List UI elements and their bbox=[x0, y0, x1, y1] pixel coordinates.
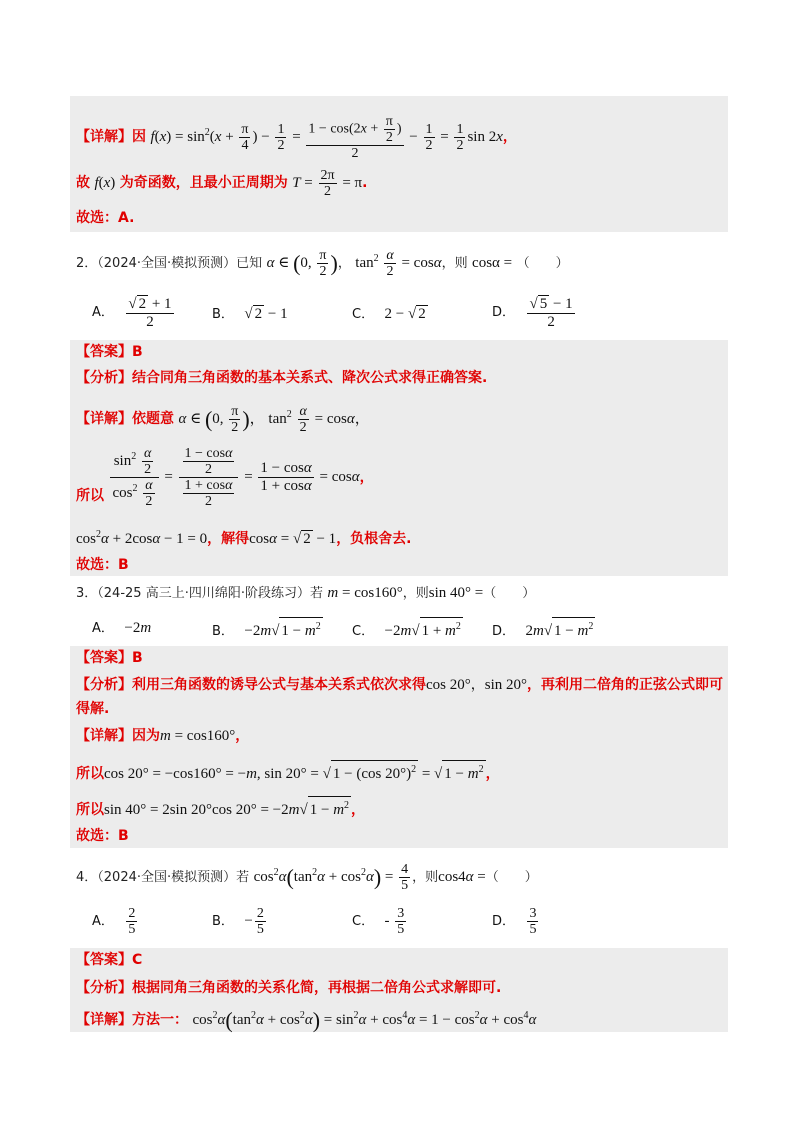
q3-answer: 【答案】B bbox=[76, 650, 143, 666]
q4-option-a[interactable]: A． $\frac{2}{5}$ bbox=[92, 906, 136, 937]
q4-option-c[interactable]: C． - $\frac{3}{5}$ bbox=[352, 906, 405, 937]
q2-stem: 2．（2024·全国·模拟预测）已知 α ∈ (0, $\frac{\pi}{2}$ )， $\tan^2$ $\frac{\alpha}{2}$ = cosα，则 cosα = （ ） bbox=[76, 248, 569, 279]
q4-option-b[interactable]: B． − $\frac{2}{5}$ bbox=[212, 906, 264, 937]
q3-detail-line: 【详解】因为m = cos160°， bbox=[76, 728, 250, 744]
q3-stem: 3．（24-25 高三上·四川绵阳·阶段练习）若 m = cos160°，则sin 40° =（ ） bbox=[76, 585, 536, 601]
q1-conclusion-line: 故 f(x) 为奇函数，且最小正周期为 T = $\frac{2\pi}{2}$ = π. bbox=[76, 168, 368, 199]
q1-detail-line: 【详解】因 $f(x) = \sin^2(x$ + $\frac{\pi}{4}$ ) − $\frac{1}{2}$ = 1 − cos(2x + $\frac{\pi}{2}$ ) 2 − $\frac{1}{2}$ = $\frac{1}{2}$ sin 2x， bbox=[76, 114, 517, 161]
q2-detail-fraction: 所以 $\sin^2$ $\frac{\alpha}{2}$ $\cos^2$ $\frac{\alpha}{2}$ = $\frac{\frac{1 - \cos\alpha}{2}}{\frac{1 + \cos\alpha}{2}}$ = $\frac{1 - \cos\alpha}{1 + \cos\alpha}$ = cosα， bbox=[76, 446, 374, 509]
q4-option-d[interactable]: D． $\frac{3}{5}$ bbox=[492, 906, 537, 937]
q1-choice: 故选：A. bbox=[76, 210, 135, 226]
q2-option-d[interactable]: D． $\frac{√ 5 - 1}{2}$ bbox=[492, 296, 573, 330]
q2-option-a[interactable]: A． $\frac{√ 2 + 1}{2}$ bbox=[92, 296, 172, 330]
q3-option-b[interactable]: B． −2m√ $1 - m^2$ bbox=[212, 617, 323, 640]
q2-detail-line: 【详解】依题意 α ∈ (0, $\frac{\pi}{2}$ )， $\tan^2$ $\frac{\alpha}{2}$ = cosα， bbox=[76, 404, 370, 435]
q2-detail-solve: $\cos^2\alpha + 2\cos\alpha - 1 = 0$，解得cosα = √ 2 − 1，负根舍去. bbox=[76, 529, 412, 547]
q4-detail-line: 【详解】方法一： $\cos^2\alpha(\tan^2\alpha + \cos^2\alpha) = \sin^2\alpha + \cos^4\alpha = 1 - \cos^2\alpha + \cos^4\alpha$ bbox=[76, 1007, 537, 1033]
q2-choice: 故选：B bbox=[76, 557, 129, 573]
q2-analysis: 【分析】结合同角三角函数的基本关系式、降次公式求得正确答案. bbox=[76, 370, 488, 386]
q3-choice: 故选：B bbox=[76, 828, 129, 844]
q2-option-c[interactable]: C． 2 − √ 2 bbox=[352, 306, 426, 322]
q3-detail-step1: 所以cos 20° = −cos160° = −m, sin 20° = √ 1 − (cos 20°)$^2$ = √ $1 - m^2$ ， bbox=[76, 760, 500, 784]
q3-option-a[interactable]: A． −2m bbox=[92, 620, 152, 636]
q4-stem: 4．（2024·全国·模拟预测）若 $\cos^2\alpha(\tan^2\alpha + \cos^2\alpha)$ = $\frac{4}{5}$ ，则cos4α =（ ） bbox=[76, 862, 538, 893]
q3-analysis-cont: 得解. bbox=[76, 701, 110, 717]
q4-answer: 【答案】C bbox=[76, 952, 143, 968]
q2-option-b[interactable]: B． √ 2 − 1 bbox=[212, 306, 288, 322]
q3-analysis: 【分析】利用三角函数的诱导公式与基本关系式依次求得cos 20°，sin 20°，再利用二倍角的正弦公式即可 bbox=[76, 677, 724, 693]
q3-option-d[interactable]: D． 2m√ $1 - m^2$ bbox=[492, 617, 595, 640]
detail-tag: 【详解】 bbox=[76, 128, 132, 145]
q3-option-c[interactable]: C． −2m√ $1 + m^2$ bbox=[352, 617, 463, 640]
q3-detail-step2: 所以sin 40° = 2sin 20°cos 20° = −2m√ $1 - m^2$ ， bbox=[76, 796, 365, 820]
q2-answer: 【答案】B bbox=[76, 344, 143, 360]
q4-analysis: 【分析】根据同角三角函数的关系化简，再根据二倍角公式求解即可. bbox=[76, 980, 502, 996]
